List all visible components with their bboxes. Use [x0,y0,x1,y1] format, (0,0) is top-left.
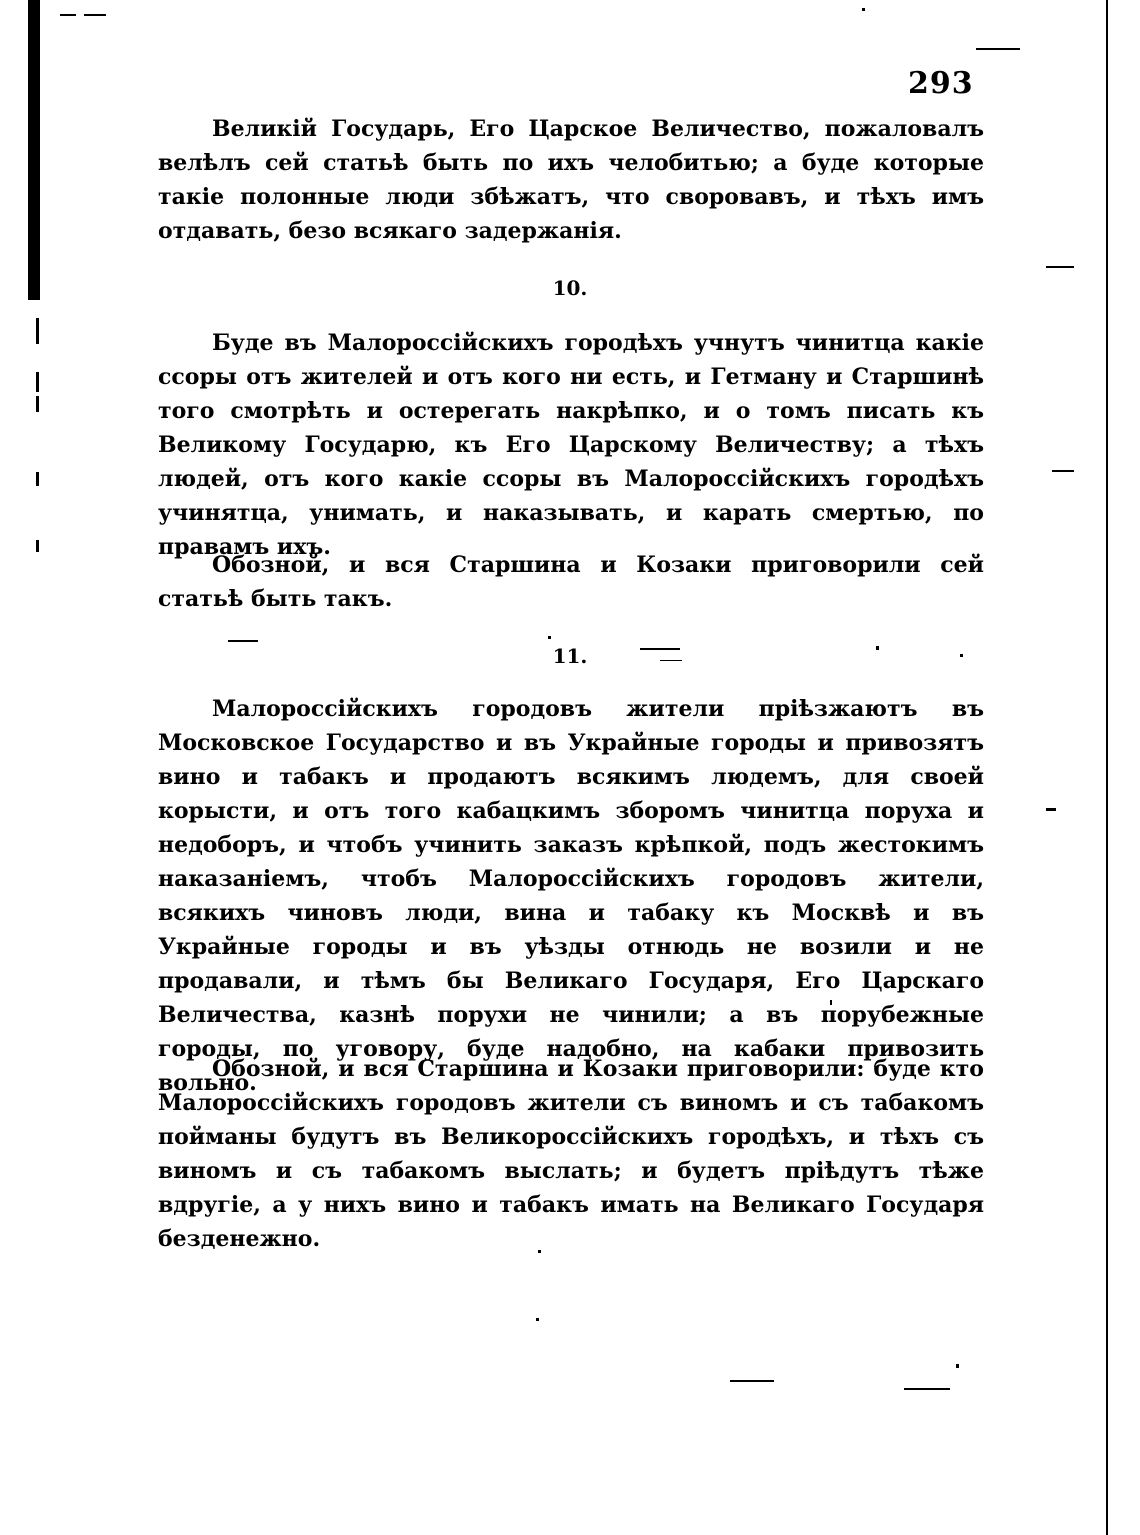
paragraph-article-9-decision: Великій Государь, Его Царское Величество, пожаловалъ велѣлъ сей статьѣ быть по ихъ челобитью; а буде которые такіе полонные люди збѣжатъ, что своровавъ, и тѣхъ имъ отдавать, безо всякаго задержанія. [158,116,984,244]
binding-edge [28,0,40,300]
paragraph-article-11: Малороссійскихъ городовъ жители пріѣзжаютъ въ Московское Государство и въ Украйные городы и привозятъ вино и табакъ и продаютъ всякимъ людемъ, для своей корысти, и отъ того кабацкимъ зборомъ чинитца поруха и недоборъ, и чтобъ учинить заказъ крѣпкой, подъ жестокимъ наказаніемъ, чтобъ Малороссійскихъ городовъ жители, всякихъ чиновъ люди, вина и табаку къ Москвѣ и въ Украйные городы и въ уѣзды отнюдь не возили и не продавали, и тѣмъ бы Великаго Государя, Его Царскаго Величества, казнѣ порухи не чинили; а въ порубежные городы, по уговору, буде надобно, на кабаки привозить вольно. [158,696,984,1096]
section-number-10: 10. [552,276,588,300]
scan-speck [84,14,106,16]
paragraph-article-10-decision: Обозной, и вся Старшина и Козаки приговорили сей статьѣ быть такъ. [158,552,984,612]
scan-speck [730,1380,774,1382]
scan-speck [640,648,680,650]
scan-speck [536,1318,539,1321]
scan-speck [1046,266,1074,268]
scan-speck [876,646,879,650]
binding-mark [36,318,39,344]
paragraph-article-10: Буде въ Малороссійскихъ городѣхъ учнутъ чинитца какіе ссоры отъ жителей и отъ кого ни есть, и Гетману и Старшинѣ того смотрѣть и остерегать накрѣпко, и о томъ писать къ Великому Государю, къ Его Царскому Величеству; а тѣхъ людей, отъ кого какіе ссоры въ Малороссійскихъ городѣхъ учинятца, унимать, и наказывать, и карать смертью, по правамъ ихъ. [158,330,984,560]
scan-speck [976,48,1020,50]
binding-mark [36,472,39,486]
scan-speck [960,654,963,657]
paragraph-article-11-decision: Обозной, и вся Старшина и Козаки приговорили: буде кто Малороссійскихъ городовъ жители съ виномъ и съ табакомъ пойманы будутъ въ Великороссійскихъ городѣхъ, и тѣхъ съ виномъ и съ табакомъ выслать; и будетъ пріѣдутъ тѣже вдругіе, а у нихъ вино и табакъ имать на Великаго Государя безденежно. [158,1056,984,1252]
section-number-11: 11. [552,644,588,668]
page-number: 293 [908,66,974,101]
scan-speck [660,660,682,661]
scan-speck [1046,808,1056,811]
binding-mark [36,540,39,552]
scan-speck [904,1388,950,1390]
scan-speck [60,14,76,16]
scan-speck [862,8,865,11]
scan-speck [228,640,258,642]
scan-speck [1052,470,1074,472]
binding-mark [36,396,39,412]
binding-mark [36,372,39,392]
scan-speck [548,636,551,639]
page-edge-line [1106,0,1108,1535]
scan-speck [956,1364,959,1368]
